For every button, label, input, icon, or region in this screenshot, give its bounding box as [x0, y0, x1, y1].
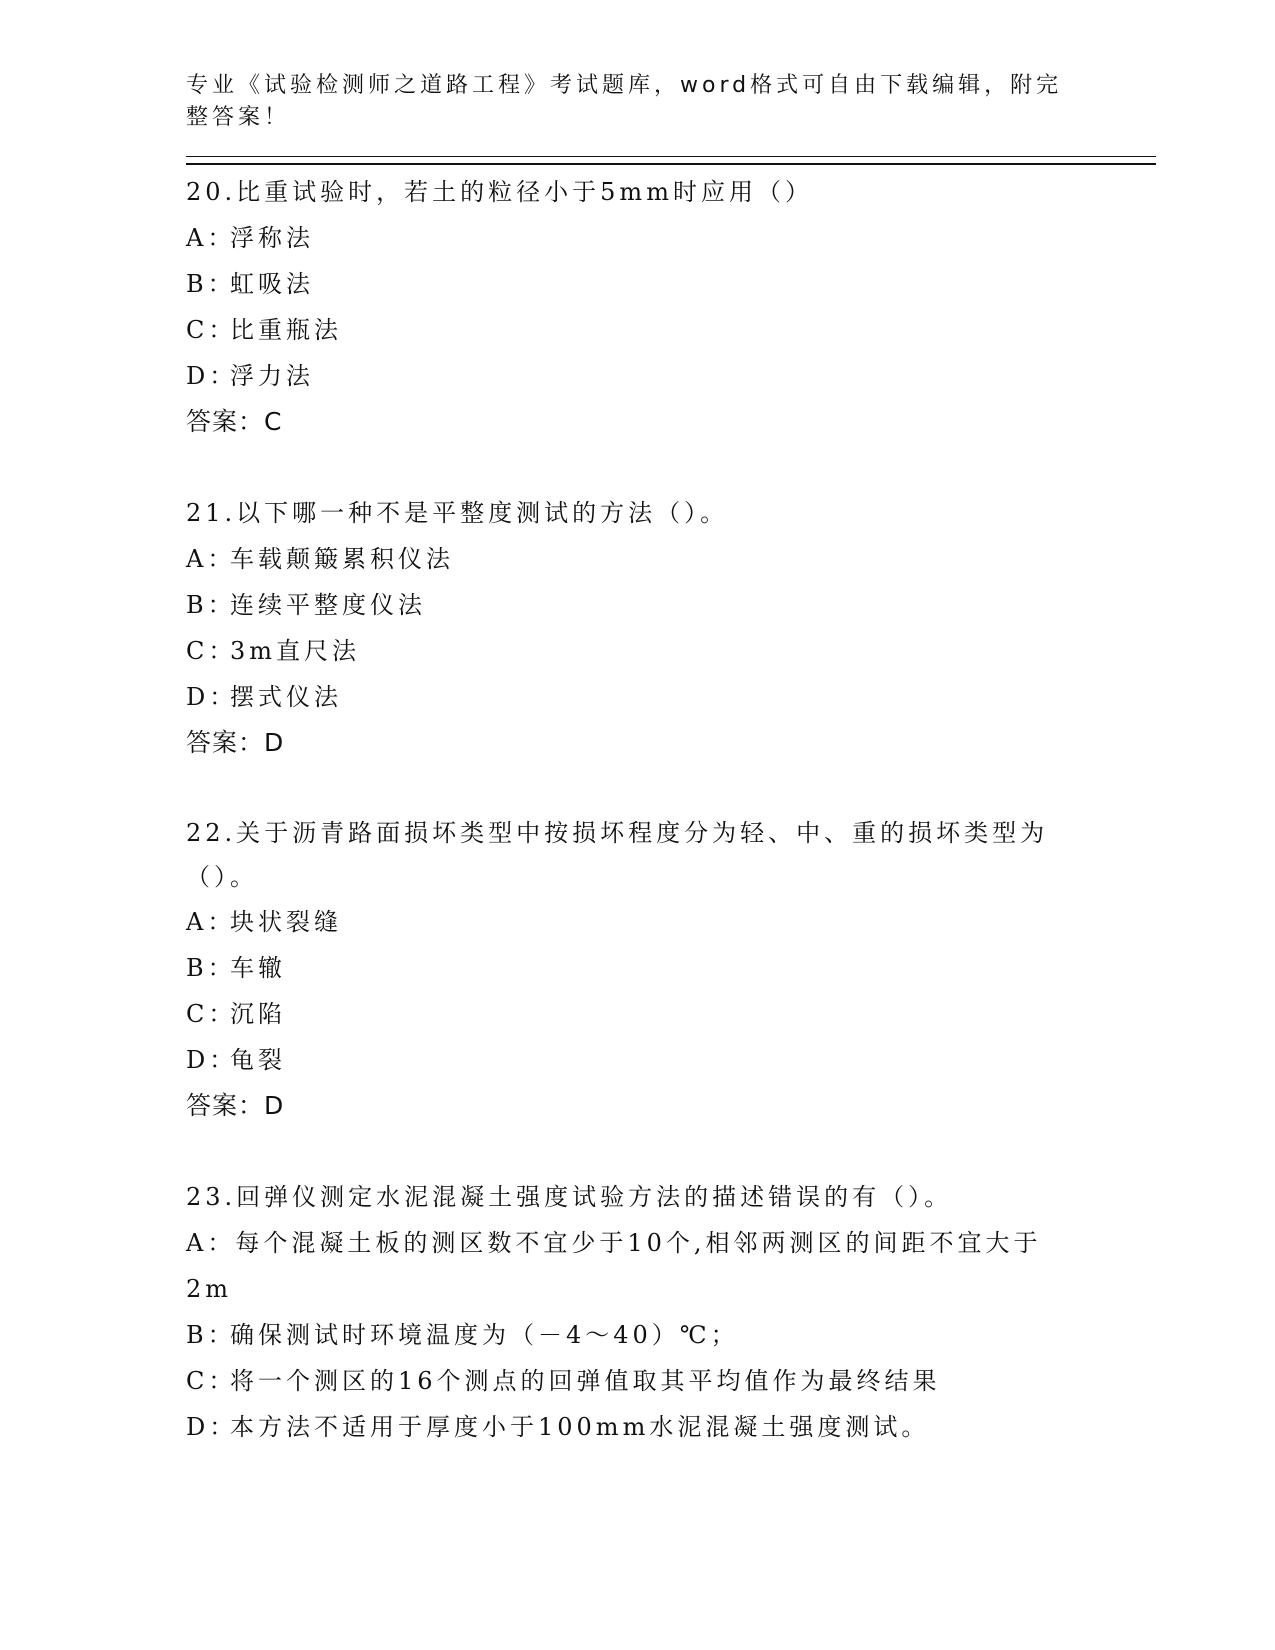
option-d	[186, 1404, 1086, 1450]
question-list	[186, 169, 1156, 1450]
option-label: B：	[186, 1321, 236, 1349]
answer-line: 答案：C	[186, 407, 283, 436]
option-label: C：	[186, 637, 237, 665]
header-divider	[186, 156, 1156, 165]
option-text: 车载颠簸累积仪法	[230, 545, 454, 573]
option-label: B：	[186, 591, 236, 619]
option-c	[186, 307, 1086, 353]
question-stem: 21.以下哪一种不是平整度测试的方法（）。	[186, 499, 729, 527]
option-text: 虹吸法	[230, 270, 314, 298]
answer-line: 答案：D	[186, 728, 285, 757]
option-a	[186, 1220, 1086, 1312]
option-text: 浮力法	[230, 362, 314, 390]
document-page	[186, 70, 1156, 1495]
option-label: D：	[186, 1046, 238, 1074]
option-c	[186, 1358, 1086, 1404]
option-label: B：	[186, 270, 236, 298]
question-stem: 22.关于沥青路面损坏类型中按损坏程度分为轻、中、重的损坏类型为（）。	[186, 819, 1049, 891]
option-d	[186, 353, 1086, 399]
option-label: B：	[186, 954, 236, 982]
question-22	[186, 811, 1156, 1129]
option-b	[186, 261, 1086, 307]
option-label: A：	[186, 545, 236, 573]
option-label: A：	[186, 224, 236, 252]
option-a	[186, 536, 1086, 582]
option-a	[186, 899, 1086, 945]
option-text: 沉陷	[230, 1000, 286, 1028]
option-text: 本方法不适用于厚度小于100mm水泥混凝土强度测试。	[230, 1413, 930, 1441]
option-label: C：	[186, 316, 237, 344]
option-text: 连续平整度仪法	[230, 591, 426, 619]
option-text: 3m直尺法	[230, 637, 361, 665]
option-text: 浮称法	[230, 224, 314, 252]
option-text: 龟裂	[230, 1046, 286, 1074]
option-text: 车辙	[230, 954, 286, 982]
option-d	[186, 1037, 1086, 1083]
option-text: 摆式仪法	[230, 683, 342, 711]
option-b	[186, 582, 1086, 628]
option-label: C：	[186, 1367, 237, 1395]
option-d	[186, 674, 1086, 720]
option-label: D：	[186, 1413, 238, 1441]
option-c	[186, 991, 1086, 1037]
question-20	[186, 169, 1156, 445]
option-label: C：	[186, 1000, 237, 1028]
option-text: 将一个测区的16个测点的回弹值取其平均值作为最终结果	[230, 1367, 941, 1395]
question-stem: 20.比重试验时，若土的粒径小于5mm时应用（）	[186, 178, 813, 206]
question-23	[186, 1174, 1156, 1450]
option-label: A：	[186, 908, 236, 936]
option-b	[186, 1312, 1086, 1358]
option-label: D：	[186, 683, 238, 711]
option-text: 比重瓶法	[230, 316, 342, 344]
document-header: 专业《试验检测师之道路工程》考试题库，word格式可自由下载编辑，附完整答案！	[186, 73, 1063, 130]
option-text: 块状裂缝	[230, 908, 342, 936]
question-stem: 23.回弹仪测定水泥混凝土强度试验方法的描述错误的有（）。	[186, 1183, 953, 1211]
option-c	[186, 628, 1086, 674]
question-21	[186, 490, 1156, 766]
option-b	[186, 945, 1086, 991]
option-label: A：	[186, 1229, 236, 1257]
option-text: 确保测试时环境温度为（－4～40）℃；	[230, 1321, 739, 1349]
option-a	[186, 215, 1086, 261]
option-label: D：	[186, 362, 238, 390]
answer-line: 答案：D	[186, 1091, 285, 1120]
option-text: 每个混凝土板的测区数不宜少于10个,相邻两测区的间距不宜大于2m	[186, 1229, 1042, 1303]
